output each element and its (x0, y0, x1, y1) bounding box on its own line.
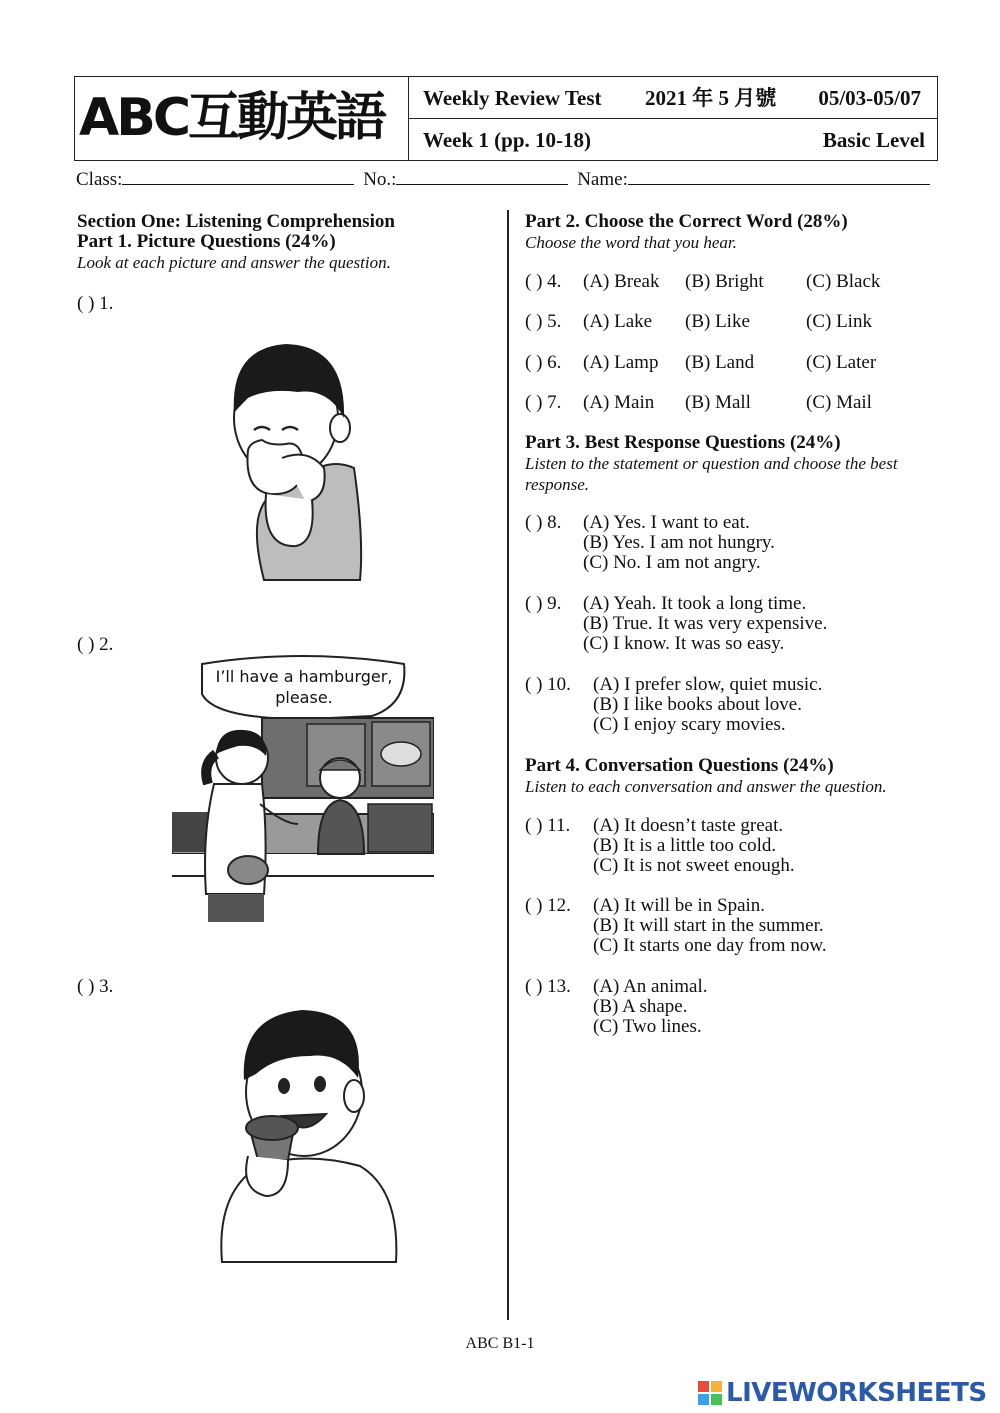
dates: 05/03-05/07 (818, 86, 921, 110)
liveworksheets-watermark (698, 1378, 987, 1408)
question-number: ( ) 13. (525, 976, 571, 997)
option-c[interactable]: (C) Two lines. (593, 1016, 702, 1037)
section1-title: Section One: Listening Comprehension (77, 211, 395, 232)
option-b[interactable]: (B) Like (685, 311, 750, 332)
question-10 (525, 674, 823, 735)
header-box (74, 76, 938, 161)
page-number: ABC B1-1 (465, 1335, 535, 1352)
question-number: ( ) 10. (525, 674, 571, 695)
week: Week 1 (pp. 10-18) (423, 128, 591, 152)
question-number: ( ) 4. (525, 271, 562, 292)
speech-bubble-text: I’ll have a hamburger, please. (215, 667, 393, 707)
question-1-number: ( ) 1. (77, 293, 114, 314)
question-number: ( ) 12. (525, 895, 571, 916)
option-a[interactable]: (A) An animal. (593, 976, 708, 997)
part3-instruction-2: response. (525, 475, 590, 494)
picture-boy-eating-muffin (170, 1000, 436, 1264)
question-number: ( ) 5. (525, 311, 562, 332)
question-4 (525, 271, 881, 293)
option-c[interactable]: (C) Black (806, 271, 881, 292)
option-b[interactable]: (B) True. It was very expensive. (583, 613, 828, 634)
part3-instruction-1: Listen to the statement or question and choose the best (525, 454, 898, 473)
option-c[interactable]: (C) Mail (806, 392, 872, 413)
header-row-week (409, 119, 937, 161)
question-number: ( ) 7. (525, 392, 562, 413)
option-b[interactable]: (B) It is a little too cold. (593, 835, 777, 856)
option-b[interactable]: (B) Land (685, 352, 755, 373)
option-b[interactable]: (B) It will start in the summer. (593, 915, 824, 936)
option-c[interactable]: (C) Link (806, 311, 872, 332)
option-b[interactable]: (B) I like books about love. (593, 694, 802, 715)
option-b[interactable]: (B) Mall (685, 392, 751, 413)
column-divider (507, 210, 509, 1320)
no-field[interactable] (396, 166, 568, 185)
liveworksheets-logo-icon (698, 1381, 722, 1405)
part4-instruction: Listen to each conversation and answer the question. (525, 777, 887, 796)
option-a[interactable]: (A) Break (583, 271, 660, 292)
level: Basic Level (822, 128, 925, 152)
part1-title: Part 1. Picture Questions (24%) (77, 231, 336, 252)
picture-ordering-hamburger (172, 654, 434, 922)
question-8 (525, 512, 775, 573)
option-a[interactable]: (A) Yeah. It took a long time. (583, 593, 807, 614)
part2-instruction: Choose the word that you hear. (525, 233, 737, 252)
option-b[interactable]: (B) Yes. I am not hungry. (583, 532, 775, 553)
option-a[interactable]: (A) Lamp (583, 352, 659, 373)
option-c[interactable]: (C) Later (806, 352, 877, 373)
question-3-number: ( ) 3. (77, 976, 114, 997)
test-title: Weekly Review Test (423, 86, 602, 110)
option-a[interactable]: (A) It doesn’t taste great. (593, 815, 784, 836)
logo: ABC互動英語 (79, 88, 385, 148)
question-number: ( ) 6. (525, 352, 562, 373)
option-a[interactable]: (A) Main (583, 392, 655, 413)
question-7 (525, 392, 872, 414)
option-b[interactable]: (B) Bright (685, 271, 764, 292)
option-a[interactable]: (A) I prefer slow, quiet music. (593, 674, 823, 695)
liveworksheets-text: LIVEWORKSHEETS (726, 1378, 987, 1408)
class-label: Class: (76, 169, 123, 190)
part2-title: Part 2. Choose the Correct Word (28%) (525, 211, 848, 232)
question-11 (525, 815, 795, 876)
option-b[interactable]: (B) A shape. (593, 996, 688, 1017)
part1-instruction: Look at each picture and answer the question. (77, 253, 391, 272)
question-9 (525, 593, 828, 654)
question-number: ( ) 8. (525, 512, 562, 533)
option-c[interactable]: (C) I know. It was so easy. (583, 633, 785, 654)
question-number: ( ) 11. (525, 815, 571, 836)
name-label: Name: (577, 169, 628, 190)
option-c[interactable]: (C) It is not sweet enough. (593, 855, 795, 876)
part4-title: Part 4. Conversation Questions (24%) (525, 755, 834, 776)
option-a[interactable]: (A) Lake (583, 311, 653, 332)
header-row-title (409, 77, 937, 119)
edition: 2021 年 5 月號 (645, 86, 777, 110)
no-label: No.: (363, 169, 397, 190)
option-a[interactable]: (A) Yes. I want to eat. (583, 512, 750, 533)
question-13 (525, 976, 708, 1037)
name-field[interactable] (628, 166, 930, 185)
part3-title: Part 3. Best Response Questions (24%) (525, 432, 841, 453)
option-c[interactable]: (C) No. I am not angry. (583, 552, 761, 573)
question-12 (525, 895, 827, 956)
option-a[interactable]: (A) It will be in Spain. (593, 895, 766, 916)
question-2-number: ( ) 2. (77, 634, 114, 655)
logo-cell (75, 77, 409, 160)
option-c[interactable]: (C) It starts one day from now. (593, 935, 827, 956)
option-c[interactable]: (C) I enjoy scary movies. (593, 714, 786, 735)
question-6 (525, 352, 877, 374)
question-number: ( ) 9. (525, 593, 562, 614)
picture-boy-sneezing (178, 318, 440, 582)
class-field[interactable] (122, 166, 354, 185)
student-fields (76, 166, 930, 191)
question-5 (525, 311, 872, 333)
